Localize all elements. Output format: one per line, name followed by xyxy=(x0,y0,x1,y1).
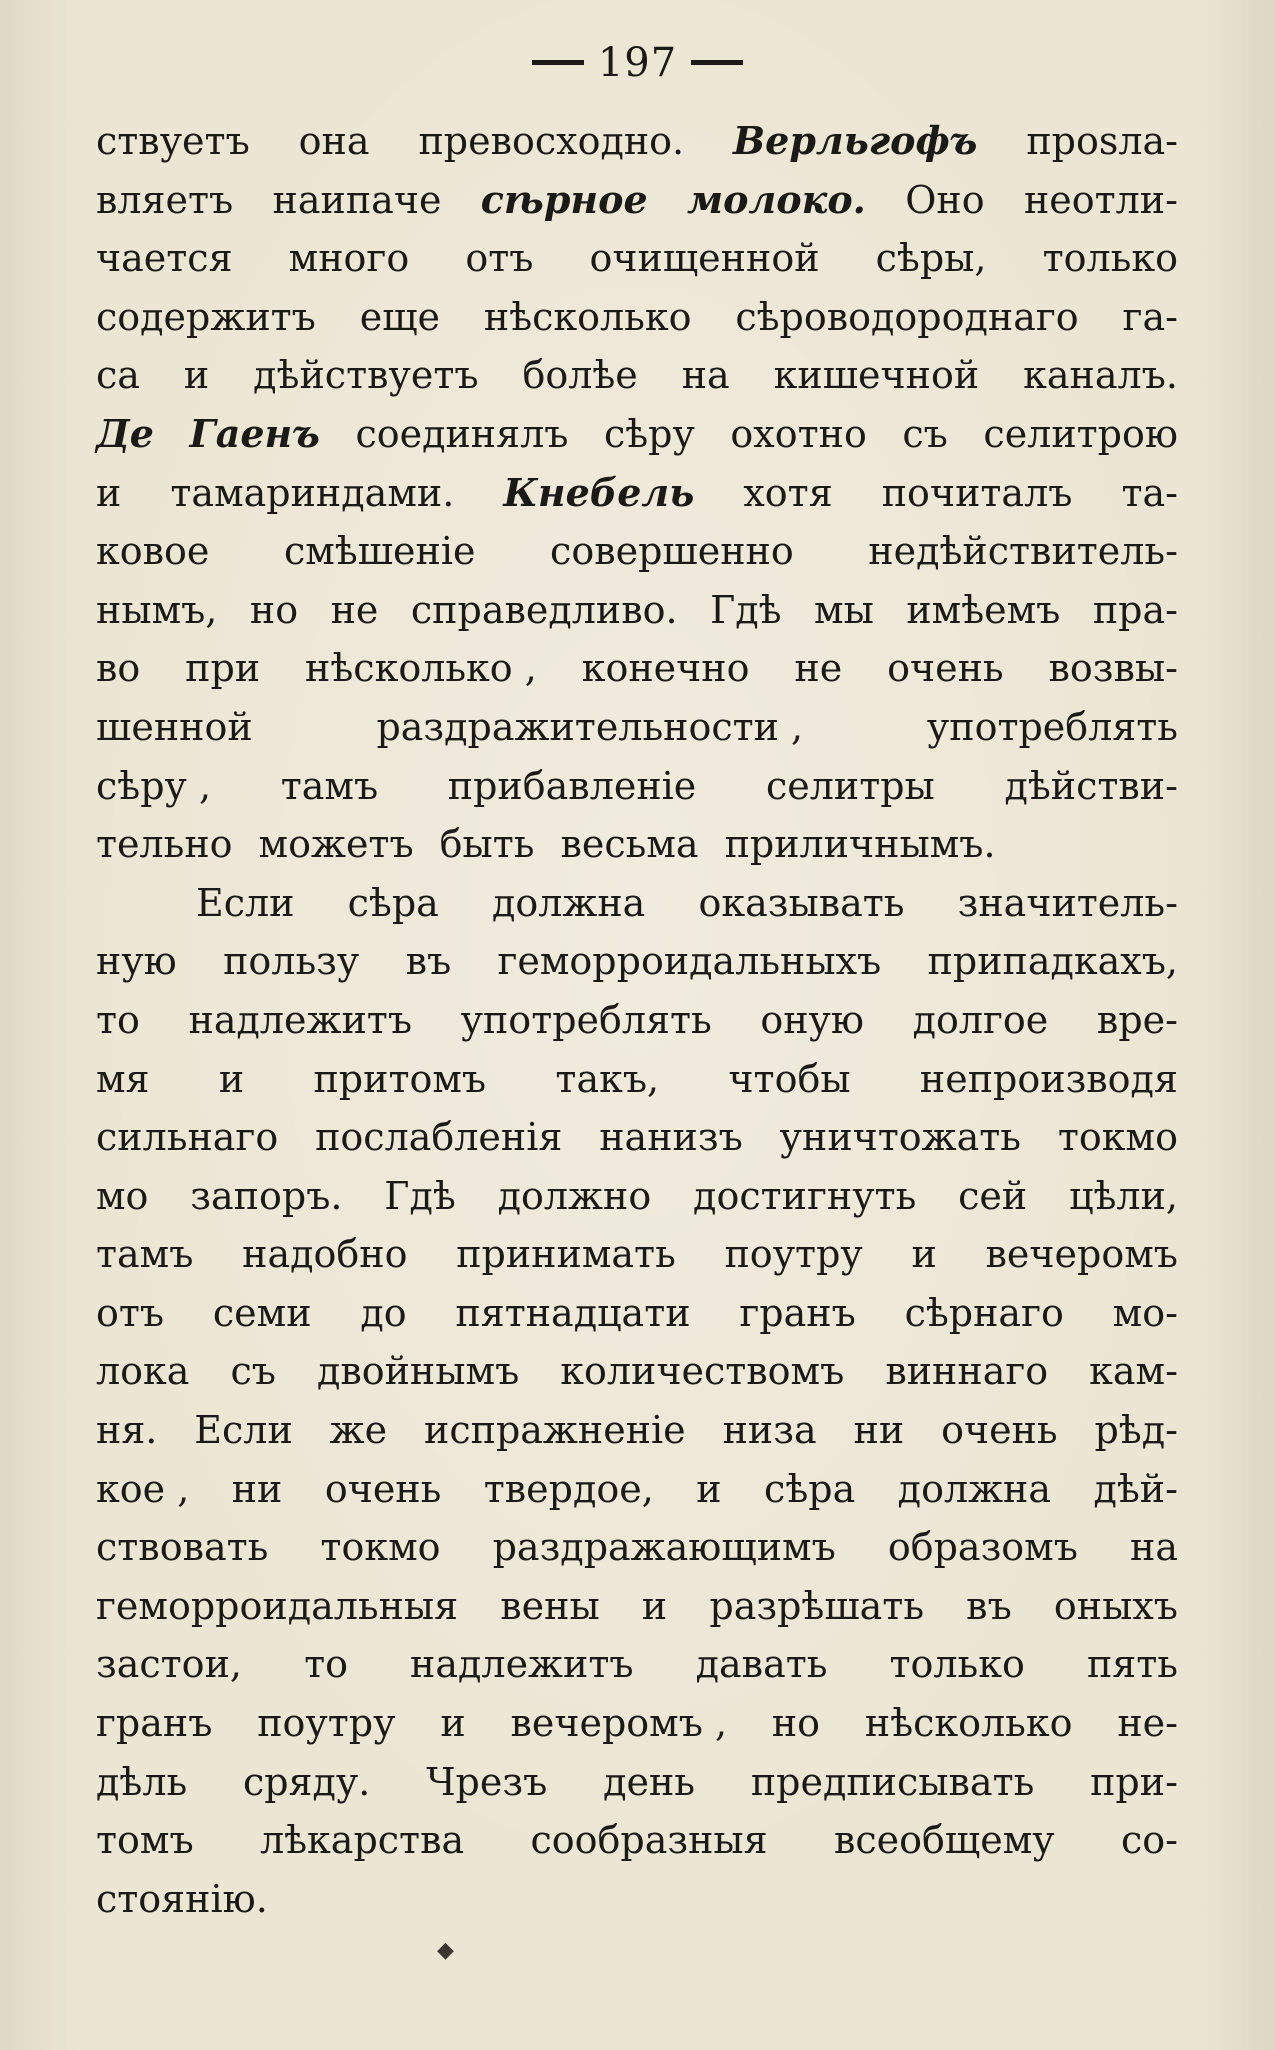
text-line xyxy=(96,1167,1178,1226)
word: еще xyxy=(359,294,441,339)
word: не xyxy=(794,646,843,691)
word: и xyxy=(218,1056,245,1101)
word: содержитъ xyxy=(96,294,316,339)
word: вечеромъ , xyxy=(510,1701,728,1746)
word: ня. xyxy=(96,1408,158,1453)
word: возвы- xyxy=(1048,646,1178,691)
word: смѣшенiе xyxy=(283,529,476,574)
word: образомъ xyxy=(887,1525,1078,1570)
word: поутру xyxy=(257,1701,396,1746)
word: запоръ. xyxy=(190,1173,343,1218)
text-line xyxy=(96,1108,1178,1167)
word: почиталъ xyxy=(881,470,1073,515)
word: двойнымъ xyxy=(316,1349,520,1394)
word: лѣкарства xyxy=(259,1818,465,1863)
word: твердое, xyxy=(483,1466,654,1511)
word: и xyxy=(911,1232,937,1277)
word: во xyxy=(96,646,141,691)
word: геморроидальныя xyxy=(96,1583,459,1628)
word: прosла- xyxy=(1026,119,1178,163)
word: застои, xyxy=(96,1642,242,1687)
text-line xyxy=(96,815,1178,874)
word: но xyxy=(771,1701,821,1746)
word: предписывать xyxy=(750,1759,1035,1804)
word: можетъ xyxy=(258,822,414,867)
word: же xyxy=(329,1408,388,1453)
word: токмо xyxy=(1057,1115,1178,1160)
word: семи xyxy=(212,1290,312,1335)
word: до xyxy=(360,1290,407,1335)
word: употреблять xyxy=(926,704,1178,749)
word: на xyxy=(1130,1525,1178,1570)
word: та- xyxy=(1121,470,1178,515)
word: мо- xyxy=(1112,1290,1178,1335)
word: при- xyxy=(1090,1759,1178,1804)
word: Кнебель xyxy=(503,469,695,515)
word: и xyxy=(440,1701,466,1746)
text-line xyxy=(96,1635,1178,1694)
word: превосходно. xyxy=(418,119,685,163)
word: съ xyxy=(902,411,948,456)
text-line xyxy=(96,932,1178,991)
word: сѣроводороднаго xyxy=(735,294,1079,339)
word: должна xyxy=(897,1466,1052,1511)
word: надобно xyxy=(242,1232,408,1277)
word: и xyxy=(96,470,122,515)
header-dash-left xyxy=(532,60,584,65)
word: сѣру , xyxy=(96,763,212,808)
word: поутру xyxy=(724,1232,863,1277)
text-line xyxy=(96,1518,1178,1577)
word: очень xyxy=(941,1408,1058,1453)
word: сѣрное xyxy=(480,176,648,222)
word: гранъ xyxy=(739,1290,856,1335)
word: цѣли, xyxy=(1069,1173,1178,1218)
word: сряду. xyxy=(242,1759,371,1804)
word: въ xyxy=(405,939,452,984)
word: кам- xyxy=(1089,1349,1178,1394)
word: много xyxy=(288,236,410,281)
word: пра- xyxy=(1092,587,1178,632)
word: охотно xyxy=(730,411,867,456)
word: хотя xyxy=(743,470,833,515)
word: токмо xyxy=(320,1525,441,1570)
word: Гаенъ xyxy=(189,410,320,456)
word: со- xyxy=(1120,1818,1178,1863)
word: день xyxy=(603,1759,695,1804)
word: стоянiю. xyxy=(96,1876,268,1921)
word: недѣйствитель- xyxy=(868,529,1178,574)
text-line xyxy=(96,1870,1178,1929)
word: Верльгофъ xyxy=(733,118,978,163)
word: кое , xyxy=(96,1466,190,1511)
text-line xyxy=(96,698,1178,757)
word: нѣсколько , xyxy=(305,646,537,691)
word: каналъ. xyxy=(1023,353,1178,398)
word: Если xyxy=(194,1408,293,1453)
text-line xyxy=(96,757,1178,816)
word: нѣсколько xyxy=(864,1701,1073,1746)
word: дѣй- xyxy=(1093,1466,1178,1511)
text-line xyxy=(96,522,1178,581)
word: сѣру xyxy=(603,411,695,456)
text-line xyxy=(96,1460,1178,1519)
word: пользу xyxy=(223,939,360,984)
ink-speck: ◆ xyxy=(437,1938,454,1963)
text-line xyxy=(96,1811,1178,1870)
text-line xyxy=(96,112,1178,171)
word: оказывать xyxy=(698,880,905,925)
word: припадкахъ, xyxy=(927,939,1178,984)
word: вечеромъ xyxy=(985,1232,1178,1277)
text-line xyxy=(96,1577,1178,1636)
word: приличнымъ. xyxy=(724,822,996,867)
word: только xyxy=(889,1642,1025,1687)
word: справедливо. xyxy=(410,587,678,632)
word: дѣль xyxy=(96,1759,188,1804)
word: уничтожать xyxy=(779,1115,1021,1160)
word: весьма xyxy=(560,822,699,867)
word: и xyxy=(183,353,210,398)
text-line xyxy=(96,405,1178,464)
word: раздражающимъ xyxy=(492,1525,836,1570)
page-number: 197 xyxy=(597,40,678,86)
text-line xyxy=(96,1225,1178,1284)
word: не xyxy=(330,587,379,632)
word: мо xyxy=(96,1173,149,1218)
word: нымъ, xyxy=(96,587,218,632)
word: непроизводя xyxy=(919,1056,1178,1101)
text-line xyxy=(96,581,1178,640)
word: чтобы xyxy=(728,1056,851,1101)
word: тельно xyxy=(96,822,233,867)
text-line xyxy=(96,464,1178,523)
word: ни xyxy=(853,1408,905,1453)
text-line xyxy=(96,639,1178,698)
word: сѣра xyxy=(347,880,439,925)
word: ную xyxy=(96,939,177,984)
word: наипаче xyxy=(272,177,442,222)
word: въ xyxy=(966,1583,1012,1628)
word: мы xyxy=(814,587,874,632)
word: конечно xyxy=(581,646,750,691)
text-line xyxy=(96,1050,1178,1109)
word: употреблять xyxy=(460,997,712,1042)
word: дѣйстви- xyxy=(1004,763,1178,808)
word: быть xyxy=(439,822,535,867)
word: вре- xyxy=(1096,997,1178,1042)
word: ковое xyxy=(96,529,210,574)
word: только xyxy=(1042,236,1178,281)
word: пятнадцати xyxy=(455,1290,691,1335)
word: сѣры, xyxy=(875,236,987,281)
word: отъ xyxy=(96,1290,165,1335)
word: но xyxy=(249,587,299,632)
word: испражненiе xyxy=(424,1408,686,1453)
word: оную xyxy=(760,997,864,1042)
text-line xyxy=(96,991,1178,1050)
word: оныхъ xyxy=(1053,1583,1178,1628)
word: и xyxy=(641,1583,668,1628)
word: то xyxy=(304,1642,348,1687)
word: болѣе xyxy=(522,353,638,398)
word: при xyxy=(185,646,261,691)
word: га- xyxy=(1122,294,1178,339)
word: имѣемъ xyxy=(906,587,1061,632)
word: сѣрнаго xyxy=(904,1290,1064,1335)
word: надлежитъ xyxy=(188,997,413,1042)
word: мя xyxy=(96,1056,150,1101)
word: сильнаго xyxy=(96,1115,279,1160)
word: очень xyxy=(324,1466,442,1511)
word: должно xyxy=(497,1173,652,1218)
word: соединялъ xyxy=(355,411,569,456)
word: Чрезъ xyxy=(426,1759,548,1804)
word: са xyxy=(96,353,140,398)
word: она xyxy=(298,119,370,163)
text-line xyxy=(96,1284,1178,1343)
header-dash-right xyxy=(691,60,743,65)
word: ни xyxy=(231,1466,283,1511)
word: селитрою xyxy=(983,411,1178,456)
word: значитель- xyxy=(957,880,1178,925)
word: послабленiя xyxy=(315,1115,563,1160)
word: низа xyxy=(722,1408,817,1453)
word: Оно xyxy=(905,177,985,222)
text-line xyxy=(96,229,1178,288)
text-line xyxy=(96,1401,1178,1460)
word: тамъ xyxy=(280,763,379,808)
word: достигнуть xyxy=(693,1173,917,1218)
word: селитры xyxy=(765,763,935,808)
word: нѣсколько xyxy=(483,294,692,339)
word: отъ xyxy=(465,236,534,281)
word: геморроидальныхъ xyxy=(497,939,882,984)
text-line xyxy=(96,874,1178,933)
word: разрѣшать xyxy=(709,1583,925,1628)
word: съ xyxy=(230,1349,276,1394)
word: сей xyxy=(958,1173,1028,1218)
word: на xyxy=(681,353,730,398)
page-header xyxy=(0,40,1275,86)
word: вены xyxy=(500,1583,600,1628)
word: рѣд- xyxy=(1094,1408,1178,1453)
text-line xyxy=(96,171,1178,230)
word: кишечной xyxy=(773,353,980,398)
text-line xyxy=(96,288,1178,347)
word: шенной xyxy=(96,704,253,749)
word: чается xyxy=(96,236,233,281)
word: сообразныя xyxy=(530,1818,768,1863)
word: раздражительности , xyxy=(376,704,804,749)
word: томъ xyxy=(96,1818,194,1863)
word: должна xyxy=(491,880,646,925)
word: ствуетъ xyxy=(96,119,250,163)
text-line xyxy=(96,1753,1178,1812)
word: вляетъ xyxy=(96,177,234,222)
word: нанизъ xyxy=(599,1115,743,1160)
word: количествомъ xyxy=(560,1349,845,1394)
word: очень xyxy=(887,646,1004,691)
page-body-text xyxy=(96,112,1178,1928)
word: дѣйствуетъ xyxy=(253,353,479,398)
word: пять xyxy=(1086,1642,1178,1687)
word: Гдѣ xyxy=(384,1173,456,1218)
word: долгое xyxy=(912,997,1049,1042)
word: притомъ xyxy=(313,1056,487,1101)
word: Гдѣ xyxy=(710,587,782,632)
word: всеобщему xyxy=(833,1818,1055,1863)
word: виннаго xyxy=(885,1349,1049,1394)
word: и xyxy=(696,1466,722,1511)
word: Если xyxy=(196,880,295,925)
word: такъ, xyxy=(555,1056,660,1101)
text-line xyxy=(96,346,1178,405)
text-line xyxy=(96,1342,1178,1401)
word: Де xyxy=(96,410,154,456)
word: прибавленiе xyxy=(447,763,697,808)
word: гранъ xyxy=(96,1701,213,1746)
word: ствовать xyxy=(96,1525,269,1570)
text-line xyxy=(96,1694,1178,1753)
word: молоко. xyxy=(686,176,866,222)
word: принимать xyxy=(456,1232,676,1277)
word: не- xyxy=(1117,1701,1178,1746)
word: тамариндами. xyxy=(170,470,455,515)
word: то xyxy=(96,997,140,1042)
word: тамъ xyxy=(96,1232,194,1277)
word: очищенной xyxy=(589,236,820,281)
word: сѣра xyxy=(764,1466,856,1511)
word: надлежитъ xyxy=(410,1642,634,1687)
word: давать xyxy=(695,1642,828,1687)
word: совершенно xyxy=(550,529,794,574)
word: неотли- xyxy=(1023,177,1178,222)
word: лока xyxy=(96,1349,190,1394)
